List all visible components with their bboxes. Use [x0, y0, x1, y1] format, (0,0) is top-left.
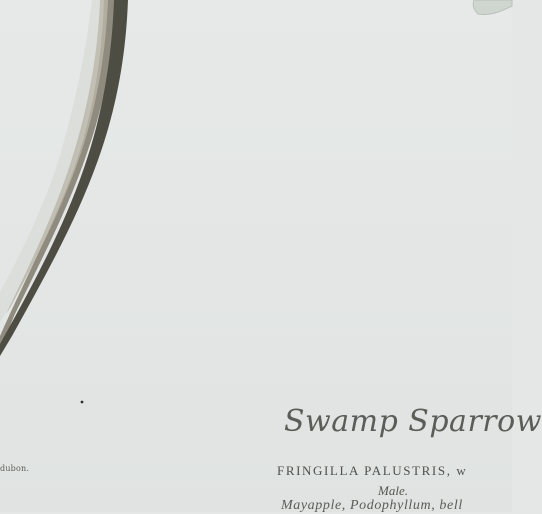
stem-wash	[0, 0, 100, 322]
latin-name: FRINGILLA PALUSTRIS, w	[277, 463, 468, 478]
artist-credit: dubon.	[0, 464, 30, 473]
sex-label: Male.	[378, 483, 408, 498]
common-name-title: Swamp Sparrow	[284, 404, 542, 439]
plant-caption: Mayapple, Podophyllum, bell	[281, 498, 463, 513]
ink-speck	[81, 401, 84, 404]
leaf-edge	[473, 0, 512, 15]
